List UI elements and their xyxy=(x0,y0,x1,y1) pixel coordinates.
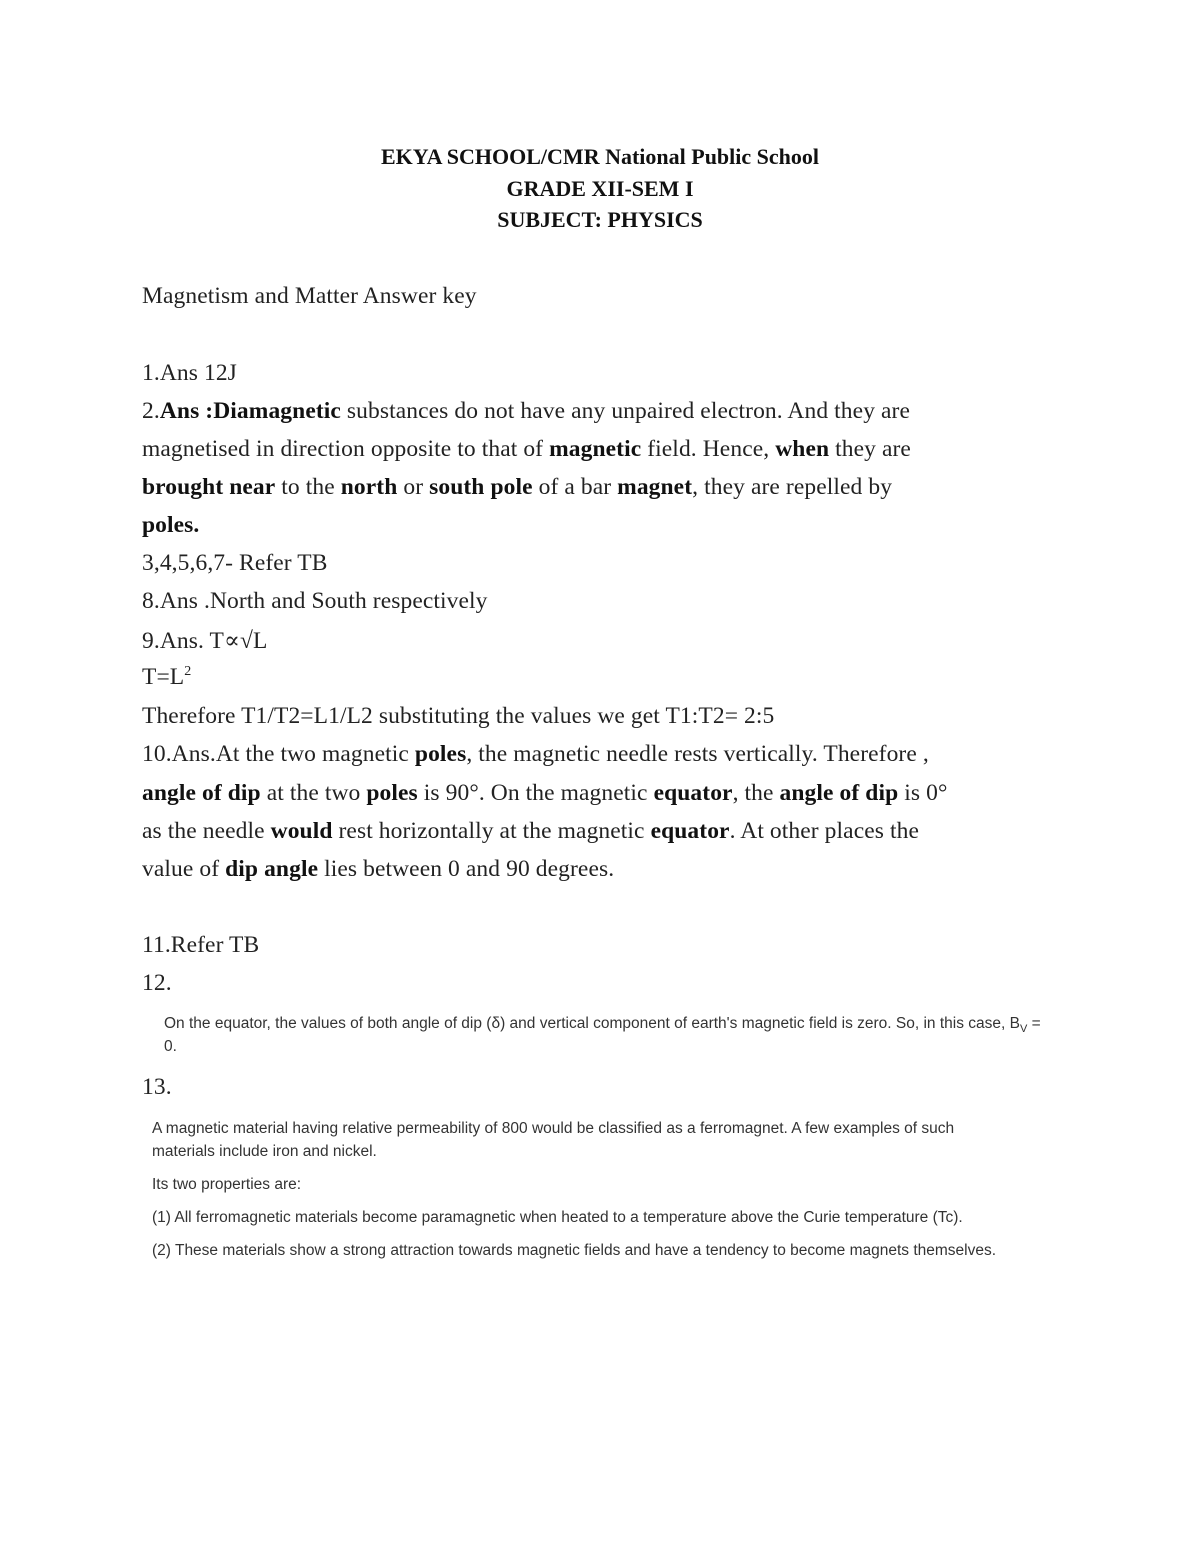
answer-2-line-4 xyxy=(142,512,199,539)
bold-text: angle of dip xyxy=(142,780,261,806)
text: at the two xyxy=(260,780,367,806)
text: , the magnetic needle rests vertically. Therefore , xyxy=(466,741,929,767)
answer-10-line-2 xyxy=(142,780,947,807)
answer-2-line-2 xyxy=(142,436,911,463)
grade-line: GRADE XII-SEM I xyxy=(506,176,694,201)
text: 10.Ans.At the two magnetic xyxy=(142,741,415,767)
answer-12-line-1 xyxy=(164,1015,1041,1035)
subject-line: SUBJECT: PHYSICS xyxy=(497,207,703,232)
answer-2-line-1 xyxy=(142,398,910,425)
text: , the xyxy=(732,780,780,806)
answer-11: 11.Refer TB xyxy=(142,932,260,958)
answer-10-line-3 xyxy=(142,818,919,845)
bold-text: equator xyxy=(650,818,730,844)
bold-text: magnet xyxy=(617,474,693,500)
text: lies between 0 and 90 degrees. xyxy=(318,856,615,882)
answer-13-label: 13. xyxy=(142,1074,172,1100)
answer-2-prefix: 2. xyxy=(142,398,160,424)
text: magnetised in direction opposite to that of xyxy=(142,436,550,462)
text: or xyxy=(397,474,430,500)
bold-text: angle of dip xyxy=(779,780,899,806)
answer-13-line-2: materials include iron and nickel. xyxy=(152,1143,377,1160)
text: rest horizontally at the magnetic xyxy=(332,818,651,844)
text: T=L xyxy=(142,664,185,690)
bold-text: poles xyxy=(414,741,467,767)
text: they are xyxy=(829,436,911,462)
answer-13-line-5: (2) These materials show a strong attraction towards magnetic fields and have a tendency to become magnets themselves. xyxy=(152,1242,997,1259)
answer-2-ans-label: Ans : xyxy=(159,398,214,424)
text: . At other places the xyxy=(729,818,919,844)
answer-13-line-3: Its two properties are: xyxy=(152,1176,302,1193)
text: to the xyxy=(275,474,341,500)
school-name: EKYA SCHOOL/CMR National Public School xyxy=(380,144,820,169)
answer-1: 1.Ans 12J xyxy=(142,360,237,386)
answer-12-label: 12. xyxy=(142,970,172,996)
answer-8: 8.Ans .North and South respectively xyxy=(142,588,488,614)
answer-9-line-2 xyxy=(142,664,191,691)
answer-2-text: substances do not have any unpaired electron. And they are xyxy=(340,398,910,424)
text: is 90°. On the magnetic xyxy=(417,780,654,806)
bold-text: poles. xyxy=(142,512,200,538)
bold-text: south pole xyxy=(429,474,533,500)
text: On the equator, the values of both angle of dip (δ) and vertical component of earth's magnetic field is zero. So, in this case, B xyxy=(164,1015,1020,1032)
text: is 0° xyxy=(898,780,948,806)
text: as the needle xyxy=(142,818,271,844)
bold-text: north xyxy=(340,474,398,500)
answer-10-line-1 xyxy=(142,741,929,768)
bold-text: dip angle xyxy=(225,856,319,882)
answer-3-7: 3,4,5,6,7- Refer TB xyxy=(142,550,328,576)
bold-text: magnetic xyxy=(549,436,642,462)
text: field. Hence, xyxy=(641,436,776,462)
text: , they are repelled by xyxy=(692,474,893,500)
answer-9-line-1: 9.Ans. T∝√L xyxy=(142,628,268,654)
answer-10-line-4 xyxy=(142,856,614,883)
answer-9-line-3: Therefore T1/T2=L1/L2 substituting the values we get T1:T2= 2:5 xyxy=(142,703,775,729)
answer-2-diamagnetic: Diamagnetic xyxy=(213,398,341,424)
answer-2-line-3 xyxy=(142,474,892,501)
bold-text: would xyxy=(270,818,333,844)
document-title: Magnetism and Matter Answer key xyxy=(142,283,477,309)
text: of a bar xyxy=(532,474,618,500)
answer-13-line-1: A magnetic material having relative permeability of 800 would be classified as a ferromagnet. A few examples of such xyxy=(152,1120,955,1137)
bold-text: poles xyxy=(366,780,418,806)
bold-text: equator xyxy=(653,780,733,806)
bold-text: brought near xyxy=(142,474,276,500)
text: value of xyxy=(142,856,226,882)
subscript: V xyxy=(1019,1023,1028,1036)
answer-12-line-2: 0. xyxy=(164,1038,177,1055)
answer-13-line-4: (1) All ferromagnetic materials become paramagnetic when heated to a temperature above the Curie temperature (Tc). xyxy=(152,1209,963,1226)
text: = xyxy=(1027,1015,1041,1032)
superscript: 2 xyxy=(184,664,192,680)
bold-text: when xyxy=(775,436,830,462)
